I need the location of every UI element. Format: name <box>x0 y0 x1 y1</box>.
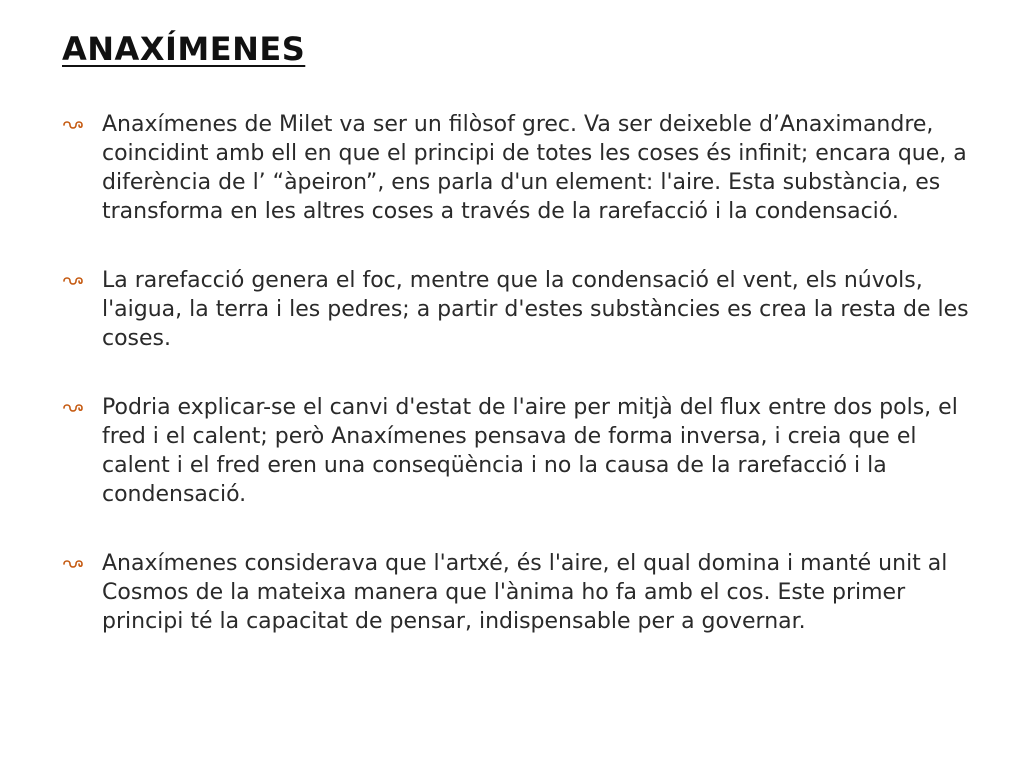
curly-loop-bullet-icon <box>62 266 102 295</box>
bullet-item <box>62 393 982 509</box>
bullet-text: Anaxímenes de Milet va ser un filòsof grec. Va ser deixeble d’Anaximandre, coincidint amb ell en que el principi de totes les coses és infinit; encara que, a diferència de l’ “àpeiron”, ens parla d'un element: l'aire. Esta substància, es transforma en les altres coses a través de la rarefacció i la condensació. <box>102 112 967 224</box>
slide-title: ANAXÍMENES <box>62 30 306 68</box>
bullet-text: La rarefacció genera el foc, mentre que la condensació el vent, els núvols, l'aigua, la terra i les pedres; a partir d'estes substàncies es crea la resta de les coses. <box>102 268 969 351</box>
bullet-text: Podria explicar-se el canvi d'estat de l'aire per mitjà del flux entre dos pols, el fred i el calent; però Anaxímenes pensava de forma inversa, i creia que el calent i el fred eren una conseqüència i no la causa de la rarefacció i la condensació. <box>102 395 958 507</box>
bullet-item <box>62 549 982 636</box>
bullet-text: Anaxímenes considerava que l'artxé, és l'aire, el qual domina i manté unit al Cosmos de la mateixa manera que l'ànima ho fa amb el cos. Este primer principi té la capacitat de pensar, indispensable per a governar. <box>102 551 948 634</box>
bullet-item <box>62 110 982 226</box>
bullet-list <box>62 110 982 676</box>
curly-loop-bullet-icon <box>62 549 102 578</box>
bullet-item <box>62 266 982 353</box>
curly-loop-bullet-icon <box>62 393 102 422</box>
curly-loop-bullet-icon <box>62 110 102 139</box>
